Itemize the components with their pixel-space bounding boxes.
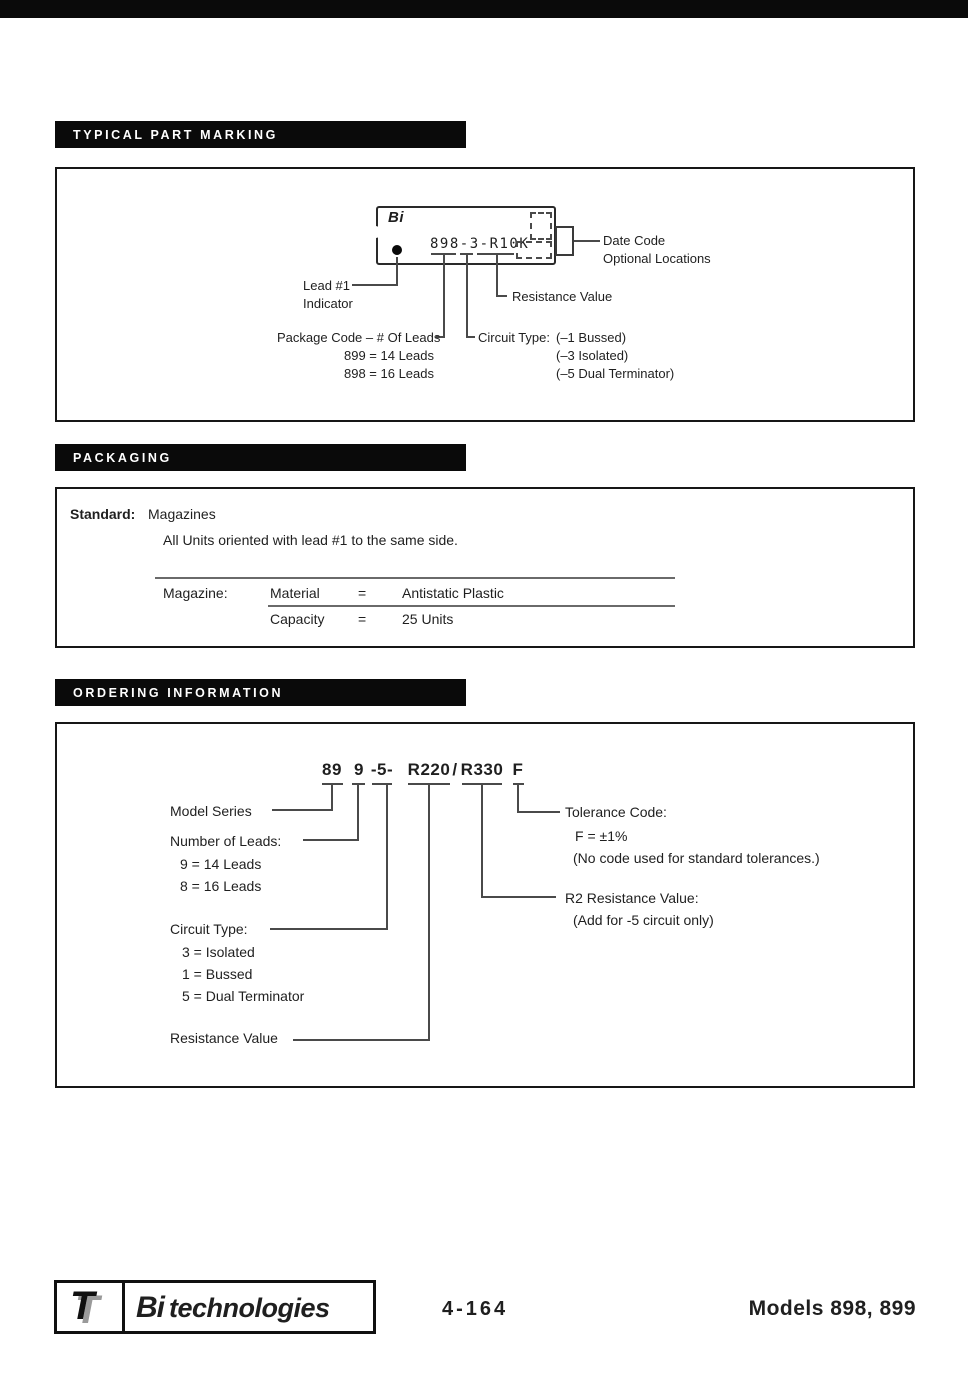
- r2-resistance-note: (Add for -5 circuit only): [573, 912, 714, 928]
- top-scan-bar: [0, 0, 968, 18]
- footer-brand: [136, 1291, 330, 1325]
- circuit-opt-isolated: (–3 Isolated): [556, 348, 629, 363]
- lead1-callout-vline: [396, 257, 398, 286]
- section-header-packaging: PACKAGING: [55, 444, 466, 471]
- code-tolerance: F: [512, 760, 524, 779]
- leads-opt-8: 8 = 16 Leads: [180, 878, 262, 894]
- magazine-capacity-name: Capacity: [270, 611, 325, 627]
- ordering-resistance-vline: [428, 785, 430, 1041]
- footer-brand-tech: technologies: [169, 1293, 330, 1323]
- part-notch: [370, 226, 381, 238]
- date-code-tab: [555, 226, 574, 256]
- tolerance-vline: [517, 785, 519, 813]
- model-vline: [331, 785, 333, 811]
- tolerance-code-label: Tolerance Code:: [565, 804, 667, 820]
- packaging-standard-value: Magazines: [148, 506, 216, 522]
- magazine-label: Magazine:: [163, 585, 228, 601]
- ordering-circuit-vline: [386, 785, 388, 930]
- footer-models: Models 898, 899: [748, 1297, 916, 1320]
- packaging-table-rule-top: [155, 577, 675, 579]
- magazine-material-eq: =: [358, 585, 367, 601]
- ordering-circuit-opt-isolated: 3 = Isolated: [182, 944, 255, 960]
- lead1-indicator-dot: [392, 245, 402, 255]
- resistance-callout-hline: [496, 295, 507, 297]
- package-opt-899: 899 = 14 Leads: [344, 348, 434, 363]
- tolerance-value: F = ±1%: [575, 828, 628, 844]
- code-slash: /: [452, 760, 458, 779]
- date-code-location-box-bottom: [516, 241, 552, 259]
- code-number-of-leads: 9: [354, 760, 364, 779]
- circuit-callout-vline: [466, 255, 468, 338]
- date-code-location-box-top: [530, 212, 552, 240]
- code-circuit-type: -5-: [370, 760, 394, 779]
- package-callout-vline: [443, 255, 445, 338]
- date-code-label-line1: Date Code: [603, 233, 666, 248]
- footer-brand-bi: Bi: [136, 1291, 164, 1324]
- leads-opt-9: 9 = 14 Leads: [180, 856, 262, 872]
- footer-logo-divider: [122, 1280, 125, 1334]
- ordering-resistance-hline: [293, 1039, 430, 1041]
- r2-resistance-label: R2 Resistance Value:: [565, 890, 699, 906]
- ordering-resistance-label: Resistance Value: [170, 1030, 278, 1046]
- ordering-circuit-opt-dual: 5 = Dual Terminator: [182, 988, 305, 1004]
- lead1-label-line1: Lead #1: [303, 278, 350, 293]
- tt-logo-icon: T: [70, 1284, 95, 1328]
- leads-vline: [357, 785, 359, 841]
- ordering-circuit-hline: [270, 928, 388, 930]
- package-opt-898: 898 = 16 Leads: [344, 366, 434, 381]
- circuit-type-label: Circuit Type:: [478, 330, 551, 345]
- section-header-typical-part-marking: TYPICAL PART MARKING: [55, 121, 466, 148]
- part-marking-text: 898-3-R10K: [430, 236, 530, 252]
- resistance-callout-vline: [496, 255, 498, 297]
- magazine-capacity-eq: =: [358, 611, 367, 627]
- r2-hline: [481, 896, 556, 898]
- date-code-label-line2: Optional Locations: [603, 251, 711, 266]
- packaging-note: All Units oriented with lead #1 to the same side.: [163, 532, 458, 548]
- magazine-material-value: Antistatic Plastic: [402, 585, 504, 601]
- number-of-leads-label: Number of Leads:: [170, 833, 282, 849]
- tick-circuit: [372, 783, 392, 785]
- code-resistance-1: R220: [407, 760, 451, 779]
- magazine-material-name: Material: [270, 585, 320, 601]
- leads-hline: [303, 839, 359, 841]
- code-resistance-2: R330: [460, 760, 504, 779]
- ordering-circuit-opt-bussed: 1 = Bussed: [182, 966, 253, 982]
- code-model-series: 89: [322, 760, 342, 779]
- lead1-label-line2: Indicator: [303, 296, 353, 311]
- tolerance-hline: [517, 811, 560, 813]
- circuit-opt-bussed: (–1 Bussed): [556, 330, 627, 345]
- lead1-callout-hline: [352, 284, 398, 286]
- resistance-value-label: Resistance Value: [512, 289, 613, 304]
- ordering-circuit-label: Circuit Type:: [170, 921, 248, 937]
- r2-vline: [481, 785, 483, 898]
- circuit-opt-dual-terminator: (–5 Dual Terminator): [556, 366, 675, 381]
- packaging-table-rule-mid: [268, 605, 675, 607]
- package-code-label: Package Code – # Of Leads: [277, 330, 441, 345]
- part-chip-logo: Bi: [388, 209, 404, 226]
- section-header-ordering-information: ORDERING INFORMATION: [55, 679, 466, 706]
- footer-page-number: 4-164: [442, 1298, 509, 1320]
- model-series-label: Model Series: [170, 803, 252, 819]
- model-hline: [272, 809, 333, 811]
- packaging-standard-label: Standard:: [70, 506, 136, 522]
- circuit-callout-hline: [466, 336, 475, 338]
- magazine-capacity-value: 25 Units: [402, 611, 454, 627]
- date-code-callout-line: [574, 240, 600, 242]
- tolerance-note: (No code used for standard tolerances.): [573, 850, 820, 866]
